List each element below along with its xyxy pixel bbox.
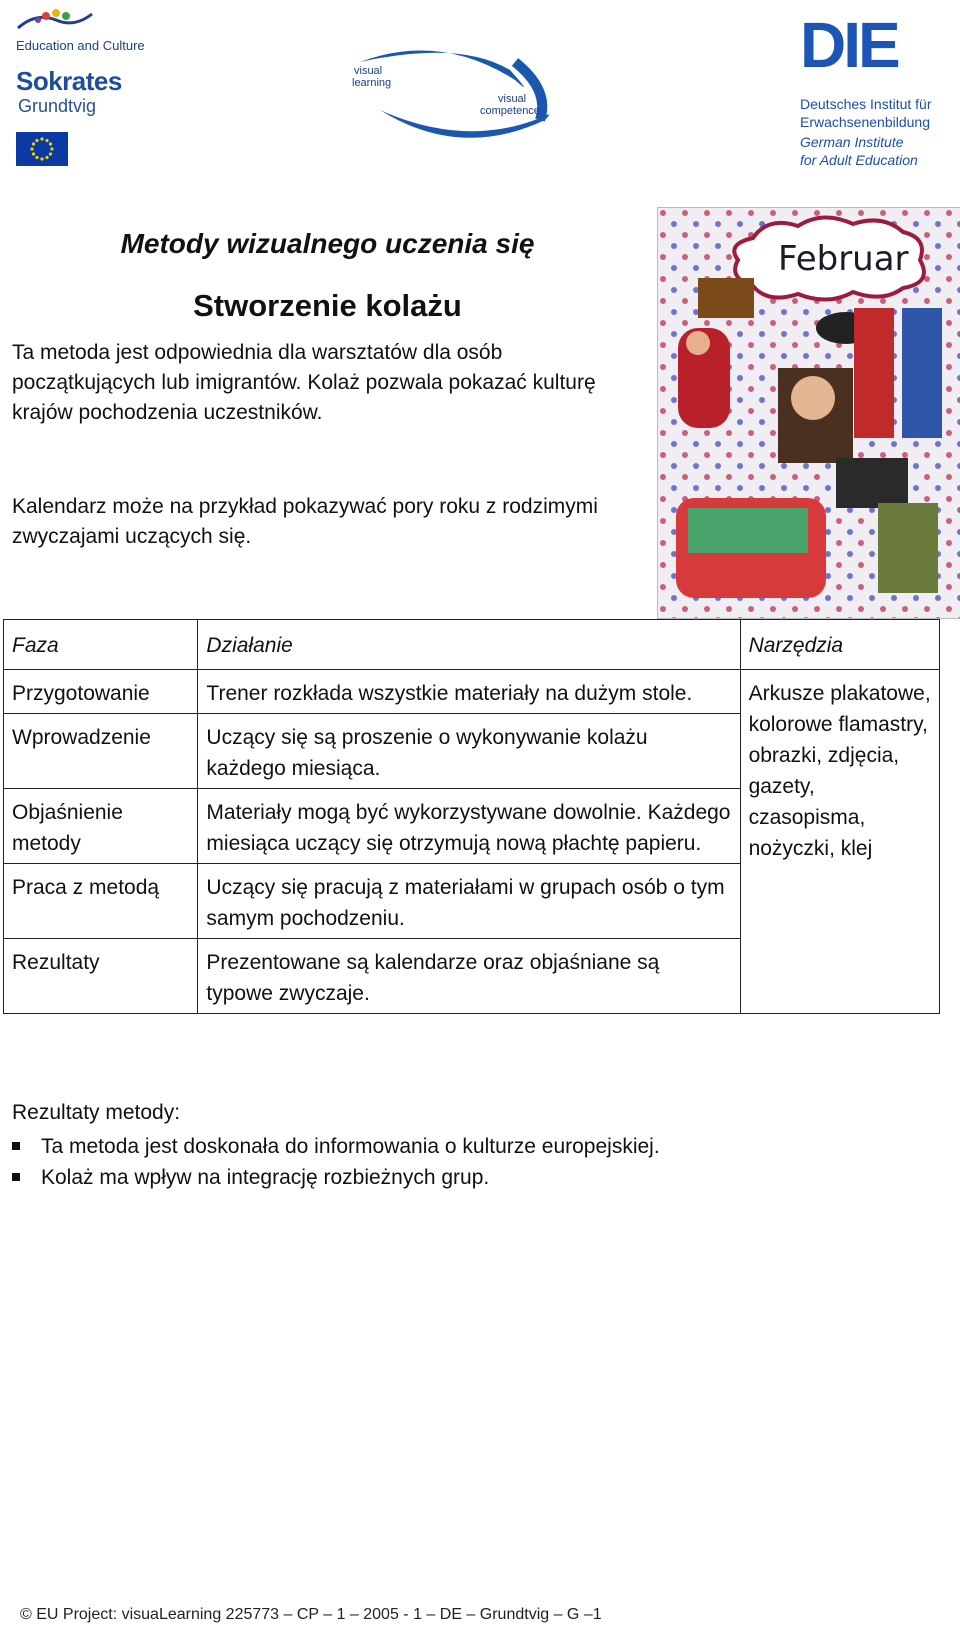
die-name-de-1: Deutsches Institut für (800, 96, 932, 112)
eu-flag-icon (16, 132, 68, 166)
die-mark: DIE (800, 9, 898, 81)
education-culture-text: Education and Culture (16, 38, 145, 53)
page-footer: © EU Project: visuaLearning 225773 – CP – 1 – 2005 - 1 – DE – Grundtvig – G –1 (20, 1606, 602, 1623)
die-name-en-2: for Adult Education (800, 152, 918, 168)
method-series-title: Metody wizualnego uczenia się (120, 228, 535, 259)
list-item (12, 1162, 660, 1193)
square-bullet-icon (12, 1142, 20, 1150)
die-name-en-1: German Institute (800, 134, 904, 150)
action-cell: Uczący się pracują z materiałami w grupach osób o tym samym pochodzeniu. (198, 864, 740, 939)
svg-text:competence: competence (480, 105, 540, 117)
svg-text:learning: learning (352, 77, 392, 89)
page-title: Stworzenie kolażu (193, 288, 462, 323)
sokrates-text: Sokrates (16, 66, 122, 96)
intro-paragraph: Ta metoda jest odpowiednia dla warsztatów dla osób początkujących lub imigrantów. Kolaż pozwala pokazać kulturę krajów pochodzenia uczestników. (12, 341, 596, 424)
collage-image (658, 208, 960, 618)
education-culture-emblem (16, 8, 94, 36)
sokrates-logo (16, 8, 145, 168)
die-logo (796, 6, 946, 166)
phase-cell: Objaśnienie metody (4, 789, 198, 864)
header-phase: Faza (4, 620, 198, 670)
example-paragraph: Kalendarz może na przykład pokazywać pory roku z rodzimymi zwyczajami uczących się. (12, 495, 598, 548)
header-action: Działanie (198, 620, 740, 670)
action-cell: Prezentowane są kalendarze oraz objaśniane są typowe zwyczaje. (198, 939, 740, 1014)
phase-cell: Praca z metodą (4, 864, 198, 939)
action-cell: Materiały mogą być wykorzystywane dowolnie. Każdego miesiąca uczący się otrzymują nową płachtę papieru. (198, 789, 740, 864)
grundtvig-text: Grundtvig (18, 96, 97, 116)
die-name-de-2: Erwachsenenbildung (800, 114, 930, 130)
phases-table (3, 619, 940, 1014)
result-text: Ta metoda jest doskonała do informowania o kulturze europejskiej. (41, 1135, 660, 1158)
phase-cell: Rezultaty (4, 939, 198, 1014)
action-cell: Trener rozkłada wszystkie materiały na dużym stole. (198, 670, 740, 714)
svg-text:visual: visual (354, 65, 383, 77)
collage-photo (657, 207, 960, 619)
table-row (4, 670, 940, 714)
visual-learning-logo (350, 40, 570, 150)
header-tools: Narzędzia (740, 620, 939, 670)
phase-cell: Przygotowanie (4, 670, 198, 714)
tools-cell: Arkusze plakatowe, kolorowe flamastry, obrazki, zdjęcia, gazety, czasopisma, nożyczki, klej (740, 670, 939, 1014)
visual-learning-swoosh-icon (350, 40, 570, 150)
svg-text:visual: visual (498, 93, 527, 105)
results-label: Rezultaty metody: (12, 1101, 181, 1124)
square-bullet-icon (12, 1173, 20, 1181)
list-item (12, 1131, 660, 1162)
table-header-row (4, 620, 940, 670)
phase-cell: Wprowadzenie (4, 714, 198, 789)
results-list (12, 1131, 660, 1193)
action-cell: Uczący się są proszenie o wykonywanie kolażu każdego miesiąca. (198, 714, 740, 789)
result-text: Kolaż ma wpływ na integrację rozbieżnych grup. (41, 1166, 490, 1189)
collage-word: Februar (778, 239, 909, 279)
